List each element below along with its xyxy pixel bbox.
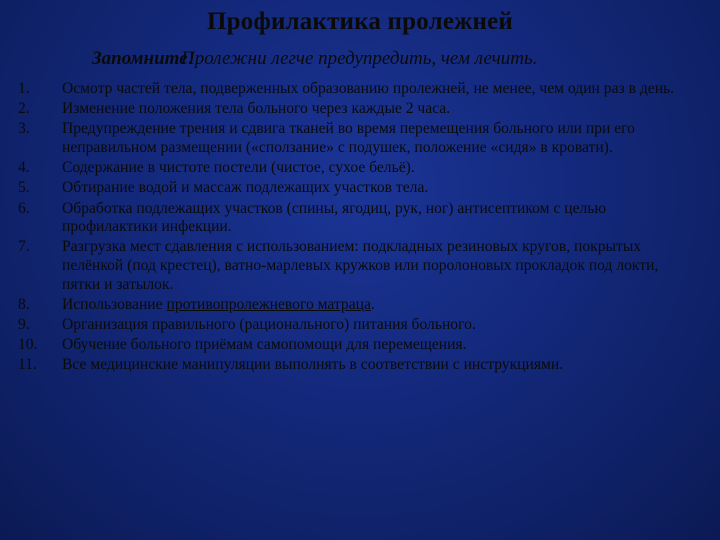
item-number: 7. [18,238,30,256]
list-item-4 [18,159,698,178]
list-item-1 [18,80,698,99]
item-number: 9. [18,315,30,333]
item-number: 8. [18,295,30,313]
list-item-5 [18,179,698,198]
item-text: Все медицинские манипуляции выполнять в соответствии с инструкциями. [62,356,564,374]
list-item-3 [18,120,698,157]
item-text: Содержание в чистоте постели (чистое, сухое бельё). [62,159,415,177]
item-text-prefix: Использование [62,295,167,313]
subtitle-lead: Запомните! [92,48,195,69]
list-item-9 [18,316,698,335]
subtitle-note: Пролежни легче предупредить, чем лечить. [181,48,538,69]
item-number: 6. [18,199,30,217]
list-item-10 [18,336,698,355]
item-number: 2. [18,100,30,118]
list-item-6 [18,200,698,237]
item-text: Разгрузка мест сдавления с использованием: подкладных резиновых кругов, покрытых пелёнкой (под крестец), ватно-марлевых кружков или поролоновых прокладок под локти, пятки и затылок. [62,238,659,293]
list-item-7 [18,238,698,294]
item-text: Осмотр частей тела, подверженных образованию пролежней, не менее, чем один раз в день. [62,80,675,97]
slide-title: Профилактика пролежней [207,8,513,35]
prevention-list [18,80,698,376]
slide-subtitle [92,48,692,70]
list-item-2 [18,100,698,119]
item-text: Изменение положения тела больного через каждые 2 часа. [62,100,451,118]
item-text: Предупреждение трения и сдвига тканей во время перемещения больного или при его неправильном размещении («сползание» с подушек, положение «сидя» в кровати). [62,120,635,156]
item-text: Организация правильного (рационального) питания больного. [62,315,476,333]
item-text-suffix: . [370,295,375,313]
mattress-link[interactable]: противопролежневого матраца [166,295,371,313]
item-number: 11. [18,356,37,374]
item-text: Обучение больного приёмам самопомощи для перемещения. [62,336,467,354]
list-item-11 [18,356,698,375]
item-number: 4. [18,159,30,177]
item-text: Обтирание водой и массаж подлежащих участков тела. [62,179,429,197]
list-item-8 [18,296,698,315]
item-number: 1. [18,80,30,97]
item-number: 10. [18,336,38,354]
item-text: Обработка подлежащих участков (спины, ягодиц, рук, ног) антисептиком с целью профилактики инфекции. [62,199,607,236]
item-number: 5. [18,179,30,197]
item-number: 3. [18,120,30,138]
